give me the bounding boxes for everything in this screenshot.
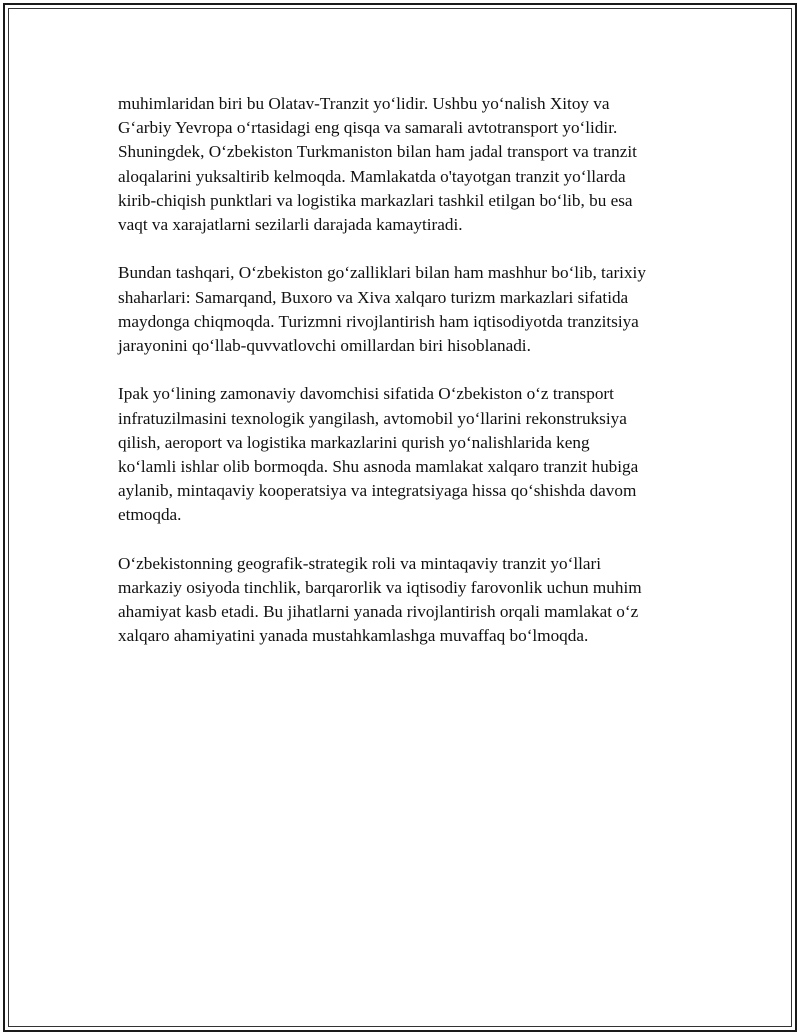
text-line: shaharlari: Samarqand, Buxoro va Xiva xalqaro turizm markazlari sifatida xyxy=(118,287,629,307)
text-line: aylanib, mintaqaviy kooperatsiya va integratsiyaga hissa qo‘shishda davom xyxy=(118,481,637,501)
paragraph-2 xyxy=(118,261,690,358)
text-line: G‘arbiy Yevropa o‘rtasidagi eng qisqa va samarali avtotransport yo‘lidir. xyxy=(118,118,618,138)
text-line: maydonga chiqmoqda. Turizmni rivojlantirish ham iqtisodiyotda tranzitsiya xyxy=(118,311,639,331)
document-body xyxy=(118,92,690,673)
text-line: jarayonini qo‘llab-quvvatlovchi omillardan biri hisoblanadi. xyxy=(118,336,531,356)
text-line: etmoqda. xyxy=(118,505,182,525)
paragraph-1 xyxy=(118,92,690,237)
text-line: Shuningdek, O‘zbekiston Turkmaniston bilan ham jadal transport va tranzit xyxy=(118,142,637,162)
text-line: Bundan tashqari, O‘zbekiston go‘zalliklari bilan ham mashhur bo‘lib, tarixiy xyxy=(118,263,646,283)
text-line: markaziy osiyoda tinchlik, barqarorlik va iqtisodiy farovonlik uchun muhim xyxy=(118,578,642,598)
paragraph-4 xyxy=(118,552,690,649)
text-line: xalqaro ahamiyatini yanada mustahkamlashga muvaffaq bo‘lmoqda. xyxy=(118,626,589,646)
text-line: ahamiyat kasb etadi. Bu jihatlarni yanada rivojlantirish orqali mamlakat o‘z xyxy=(118,602,639,622)
text-line: qilish, aeroport va logistika markazlarini qurish yo‘nalishlarida keng xyxy=(118,432,590,452)
text-line: ko‘lamli ishlar olib bormoqda. Shu asnoda mamlakat xalqaro tranzit hubiga xyxy=(118,457,639,477)
text-line: O‘zbekistonning geografik-strategik roli va mintaqaviy tranzit yo‘llari xyxy=(118,553,602,573)
text-line: Ipak yo‘lining zamonaviy davomchisi sifatida O‘zbekiston o‘z transport xyxy=(118,384,614,404)
text-line: aloqalarini yuksaltirib kelmoqda. Mamlakatda o'tayotgan tranzit yo‘llarda xyxy=(118,166,626,186)
text-line: infratuzilmasini texnologik yangilash, avtomobil yo‘llarini rekonstruksiya xyxy=(118,408,627,428)
text-line: vaqt va xarajatlarni sezilarli darajada kamaytiradi. xyxy=(118,215,463,235)
paragraph-3 xyxy=(118,382,690,527)
text-line: muhimlaridan biri bu Olatav-Tranzit yo‘lidir. Ushbu yo‘nalish Xitoy va xyxy=(118,94,610,113)
text-line: kirib-chiqish punktlari va logistika markazlari tashkil etilgan bo‘lib, bu esa xyxy=(118,190,633,210)
